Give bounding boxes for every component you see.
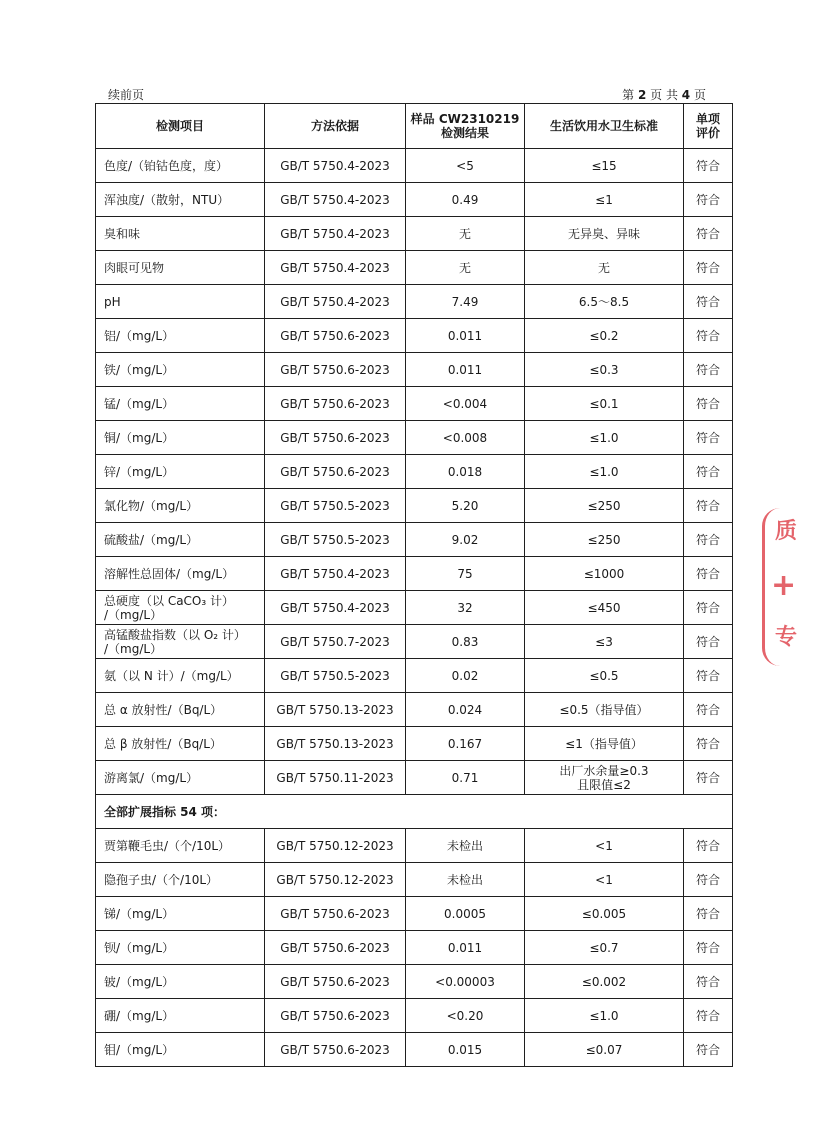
cell-standard: ≤250 (525, 523, 684, 557)
cell-result: 未检出 (406, 863, 525, 897)
cell-result: 0.018 (406, 455, 525, 489)
cell-result: 无 (406, 217, 525, 251)
cell-standard: ≤250 (525, 489, 684, 523)
cell-evaluation: 符合 (684, 217, 733, 251)
cell-result: <0.00003 (406, 965, 525, 999)
table-body (96, 149, 733, 1067)
cell-method: GB/T 5750.5-2023 (265, 659, 406, 693)
cell-evaluation: 符合 (684, 183, 733, 217)
cell-evaluation: 符合 (684, 285, 733, 319)
cell-method: GB/T 5750.6-2023 (265, 965, 406, 999)
col-header-evaluation: 单项 评价 (684, 104, 733, 149)
cell-evaluation: 符合 (684, 455, 733, 489)
cell-item: 钡/（mg/L） (96, 931, 265, 965)
cell-result: 无 (406, 251, 525, 285)
cell-method: GB/T 5750.5-2023 (265, 489, 406, 523)
cell-method: GB/T 5750.6-2023 (265, 897, 406, 931)
cell-method: GB/T 5750.13-2023 (265, 727, 406, 761)
col-header-standard: 生活饮用水卫生标准 (525, 104, 684, 149)
cell-standard: ≤0.2 (525, 319, 684, 353)
table-row (96, 1033, 733, 1067)
cell-evaluation: 符合 (684, 149, 733, 183)
cell-method: GB/T 5750.4-2023 (265, 591, 406, 625)
table-row (96, 761, 733, 795)
cell-result: 0.49 (406, 183, 525, 217)
cell-method: GB/T 5750.12-2023 (265, 829, 406, 863)
cell-evaluation: 符合 (684, 965, 733, 999)
table-row (96, 489, 733, 523)
cell-result: 0.83 (406, 625, 525, 659)
page-current: 2 (637, 88, 647, 102)
cell-item: 总 α 放射性/（Bq/L） (96, 693, 265, 727)
table-row (96, 931, 733, 965)
table-row (96, 387, 733, 421)
cell-evaluation: 符合 (684, 897, 733, 931)
page-mid: 页 共 (650, 88, 678, 102)
cell-result: 75 (406, 557, 525, 591)
cell-standard: ≤0.07 (525, 1033, 684, 1067)
cell-standard: 无 (525, 251, 684, 285)
page-indicator (622, 86, 706, 103)
section-label: 全部扩展指标 54 项： (96, 795, 733, 829)
cell-standard: ≤0.002 (525, 965, 684, 999)
table-row (96, 727, 733, 761)
cell-item: 隐孢子虫/（个/10L） (96, 863, 265, 897)
table-row (96, 591, 733, 625)
table-row (96, 659, 733, 693)
cell-evaluation: 符合 (684, 693, 733, 727)
cell-item: 总 β 放射性/（Bq/L） (96, 727, 265, 761)
cell-result: <0.20 (406, 999, 525, 1033)
cell-method: GB/T 5750.6-2023 (265, 387, 406, 421)
cell-standard: ≤1.0 (525, 455, 684, 489)
cell-standard: ≤3 (525, 625, 684, 659)
table-row (96, 897, 733, 931)
cell-item: 氨（以 N 计）/（mg/L） (96, 659, 265, 693)
cell-standard: <1 (525, 829, 684, 863)
cell-result: 0.167 (406, 727, 525, 761)
cell-item: pH (96, 285, 265, 319)
table-row (96, 999, 733, 1033)
cell-item: 硼/（mg/L） (96, 999, 265, 1033)
table-row (96, 217, 733, 251)
cell-method: GB/T 5750.6-2023 (265, 931, 406, 965)
cell-result: 未检出 (406, 829, 525, 863)
table-row (96, 285, 733, 319)
red-seal-stamp: 质 + 专 (762, 508, 816, 666)
cell-item: 总硬度（以 CaCO₃ 计） /（mg/L） (96, 591, 265, 625)
cell-result: <5 (406, 149, 525, 183)
cell-method: GB/T 5750.6-2023 (265, 1033, 406, 1067)
cell-standard: 出厂水余量≥0.3 且限值≤2 (525, 761, 684, 795)
cell-item: 锑/（mg/L） (96, 897, 265, 931)
cell-standard: ≤0.3 (525, 353, 684, 387)
cell-standard: ≤1 (525, 183, 684, 217)
cell-item: 臭和味 (96, 217, 265, 251)
cell-standard: ≤1.0 (525, 999, 684, 1033)
table-header-row (96, 104, 733, 149)
cell-standard: ≤0.5（指导值） (525, 693, 684, 727)
cell-standard: ≤0.005 (525, 897, 684, 931)
cell-standard: ≤15 (525, 149, 684, 183)
cell-item: 肉眼可见物 (96, 251, 265, 285)
cell-evaluation: 符合 (684, 251, 733, 285)
cell-standard: ≤450 (525, 591, 684, 625)
cell-result: 5.20 (406, 489, 525, 523)
table-row (96, 863, 733, 897)
cell-result: <0.004 (406, 387, 525, 421)
cell-result: 0.015 (406, 1033, 525, 1067)
cell-item: 铁/（mg/L） (96, 353, 265, 387)
cell-item: 铜/（mg/L） (96, 421, 265, 455)
table-row (96, 183, 733, 217)
cell-evaluation: 符合 (684, 1033, 733, 1067)
cell-result: <0.008 (406, 421, 525, 455)
cell-evaluation: 符合 (684, 353, 733, 387)
cell-method: GB/T 5750.5-2023 (265, 523, 406, 557)
cell-evaluation: 符合 (684, 829, 733, 863)
cell-standard: 无异臭、异味 (525, 217, 684, 251)
cell-item: 硫酸盐/（mg/L） (96, 523, 265, 557)
cell-result: 0.71 (406, 761, 525, 795)
cell-method: GB/T 5750.4-2023 (265, 285, 406, 319)
cell-item: 氯化物/（mg/L） (96, 489, 265, 523)
cell-evaluation: 符合 (684, 625, 733, 659)
table-row (96, 149, 733, 183)
cell-evaluation: 符合 (684, 727, 733, 761)
cell-method: GB/T 5750.6-2023 (265, 319, 406, 353)
cell-evaluation: 符合 (684, 489, 733, 523)
cell-method: GB/T 5750.4-2023 (265, 251, 406, 285)
table-row (96, 523, 733, 557)
cell-method: GB/T 5750.4-2023 (265, 557, 406, 591)
cell-standard: ≤0.7 (525, 931, 684, 965)
cell-item: 贾第鞭毛虫/（个/10L） (96, 829, 265, 863)
table-row (96, 421, 733, 455)
cell-evaluation: 符合 (684, 421, 733, 455)
cell-standard: ≤1（指导值） (525, 727, 684, 761)
cell-item: 色度/（铂钴色度，度） (96, 149, 265, 183)
col-header-method: 方法依据 (265, 104, 406, 149)
cell-evaluation: 符合 (684, 557, 733, 591)
cell-item: 钼/（mg/L） (96, 1033, 265, 1067)
cell-result: 7.49 (406, 285, 525, 319)
cell-standard: ≤1.0 (525, 421, 684, 455)
cell-standard: ≤1000 (525, 557, 684, 591)
cell-method: GB/T 5750.13-2023 (265, 693, 406, 727)
cell-evaluation: 符合 (684, 931, 733, 965)
cell-evaluation: 符合 (684, 761, 733, 795)
cell-evaluation: 符合 (684, 319, 733, 353)
cell-method: GB/T 5750.12-2023 (265, 863, 406, 897)
cell-evaluation: 符合 (684, 863, 733, 897)
page-suffix: 页 (693, 88, 706, 102)
cell-result: 0.02 (406, 659, 525, 693)
cell-item: 锰/（mg/L） (96, 387, 265, 421)
cell-item: 浑浊度/（散射，NTU） (96, 183, 265, 217)
test-results-table (95, 103, 733, 1067)
cell-result: 0.024 (406, 693, 525, 727)
cell-item: 高锰酸盐指数（以 O₂ 计） /（mg/L） (96, 625, 265, 659)
cell-item: 铍/（mg/L） (96, 965, 265, 999)
cell-method: GB/T 5750.6-2023 (265, 455, 406, 489)
cell-item: 锌/（mg/L） (96, 455, 265, 489)
cell-standard: <1 (525, 863, 684, 897)
cell-result: 32 (406, 591, 525, 625)
cell-evaluation: 符合 (684, 659, 733, 693)
col-header-item: 检测项目 (96, 104, 265, 149)
page-total: 4 (681, 88, 691, 102)
table-row (96, 557, 733, 591)
cell-evaluation: 符合 (684, 591, 733, 625)
table-row (96, 353, 733, 387)
cell-method: GB/T 5750.4-2023 (265, 183, 406, 217)
cell-evaluation: 符合 (684, 387, 733, 421)
table-row (96, 829, 733, 863)
col-header-result: 样品 CW2310219 检测结果 (406, 104, 525, 149)
cell-evaluation: 符合 (684, 523, 733, 557)
cell-method: GB/T 5750.7-2023 (265, 625, 406, 659)
continued-label: 续前页 (108, 88, 145, 102)
cell-standard: ≤0.5 (525, 659, 684, 693)
cell-method: GB/T 5750.6-2023 (265, 353, 406, 387)
cell-item: 铝/（mg/L） (96, 319, 265, 353)
cell-result: 0.011 (406, 353, 525, 387)
cell-method: GB/T 5750.4-2023 (265, 149, 406, 183)
table-row (96, 319, 733, 353)
cell-result: 0.011 (406, 319, 525, 353)
table-row (96, 251, 733, 285)
page-prefix: 第 (622, 88, 635, 102)
table-row (96, 965, 733, 999)
cell-standard: ≤0.1 (525, 387, 684, 421)
cell-result: 0.011 (406, 931, 525, 965)
table-row (96, 693, 733, 727)
cell-result: 9.02 (406, 523, 525, 557)
cell-method: GB/T 5750.11-2023 (265, 761, 406, 795)
cell-item: 溶解性总固体/（mg/L） (96, 557, 265, 591)
cell-evaluation: 符合 (684, 999, 733, 1033)
cell-method: GB/T 5750.6-2023 (265, 421, 406, 455)
table-row (96, 455, 733, 489)
cell-standard: 6.5～8.5 (525, 285, 684, 319)
cell-method: GB/T 5750.4-2023 (265, 217, 406, 251)
cell-result: 0.0005 (406, 897, 525, 931)
cell-item: 游离氯/（mg/L） (96, 761, 265, 795)
table-row (96, 625, 733, 659)
section-row (96, 795, 733, 829)
cell-method: GB/T 5750.6-2023 (265, 999, 406, 1033)
